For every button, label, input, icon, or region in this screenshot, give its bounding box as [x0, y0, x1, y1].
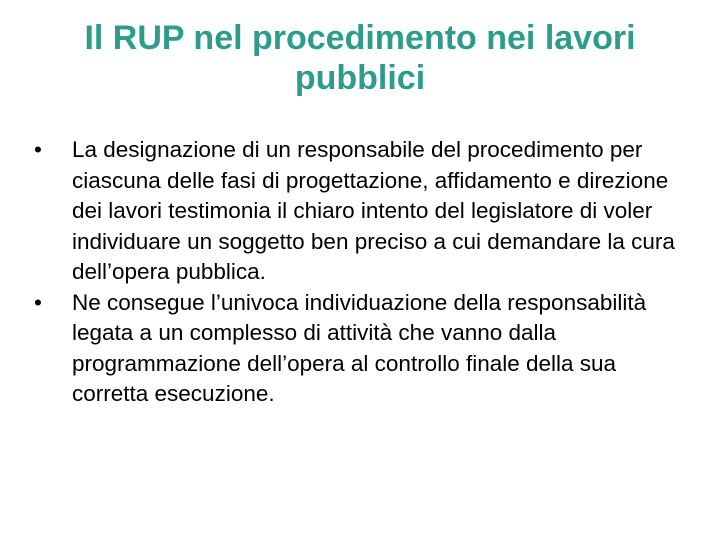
slide-title: Il RUP nel procedimento nei lavori pubblici	[84, 19, 636, 97]
bullet-text: Ne consegue l’univoca individuazione della responsabilità legata a un complesso di attività che vanno dalla programmazione dell’opera al controllo finale della sua corretta esecuzione.	[72, 289, 647, 406]
bullet-icon: •	[34, 137, 42, 162]
bullet-list	[34, 135, 694, 410]
bullet-item	[34, 288, 694, 410]
bullet-item	[34, 135, 694, 288]
bullet-text: La designazione di un responsabile del procedimento per ciascuna delle fasi di progettazione, affidamento e direzione dei lavori testimonia il chiaro intento del legislatore di voler individuare un soggetto ben preciso a cui demandare la cura dell’opera pubblica.	[72, 137, 675, 284]
bullet-icon: •	[34, 289, 42, 315]
